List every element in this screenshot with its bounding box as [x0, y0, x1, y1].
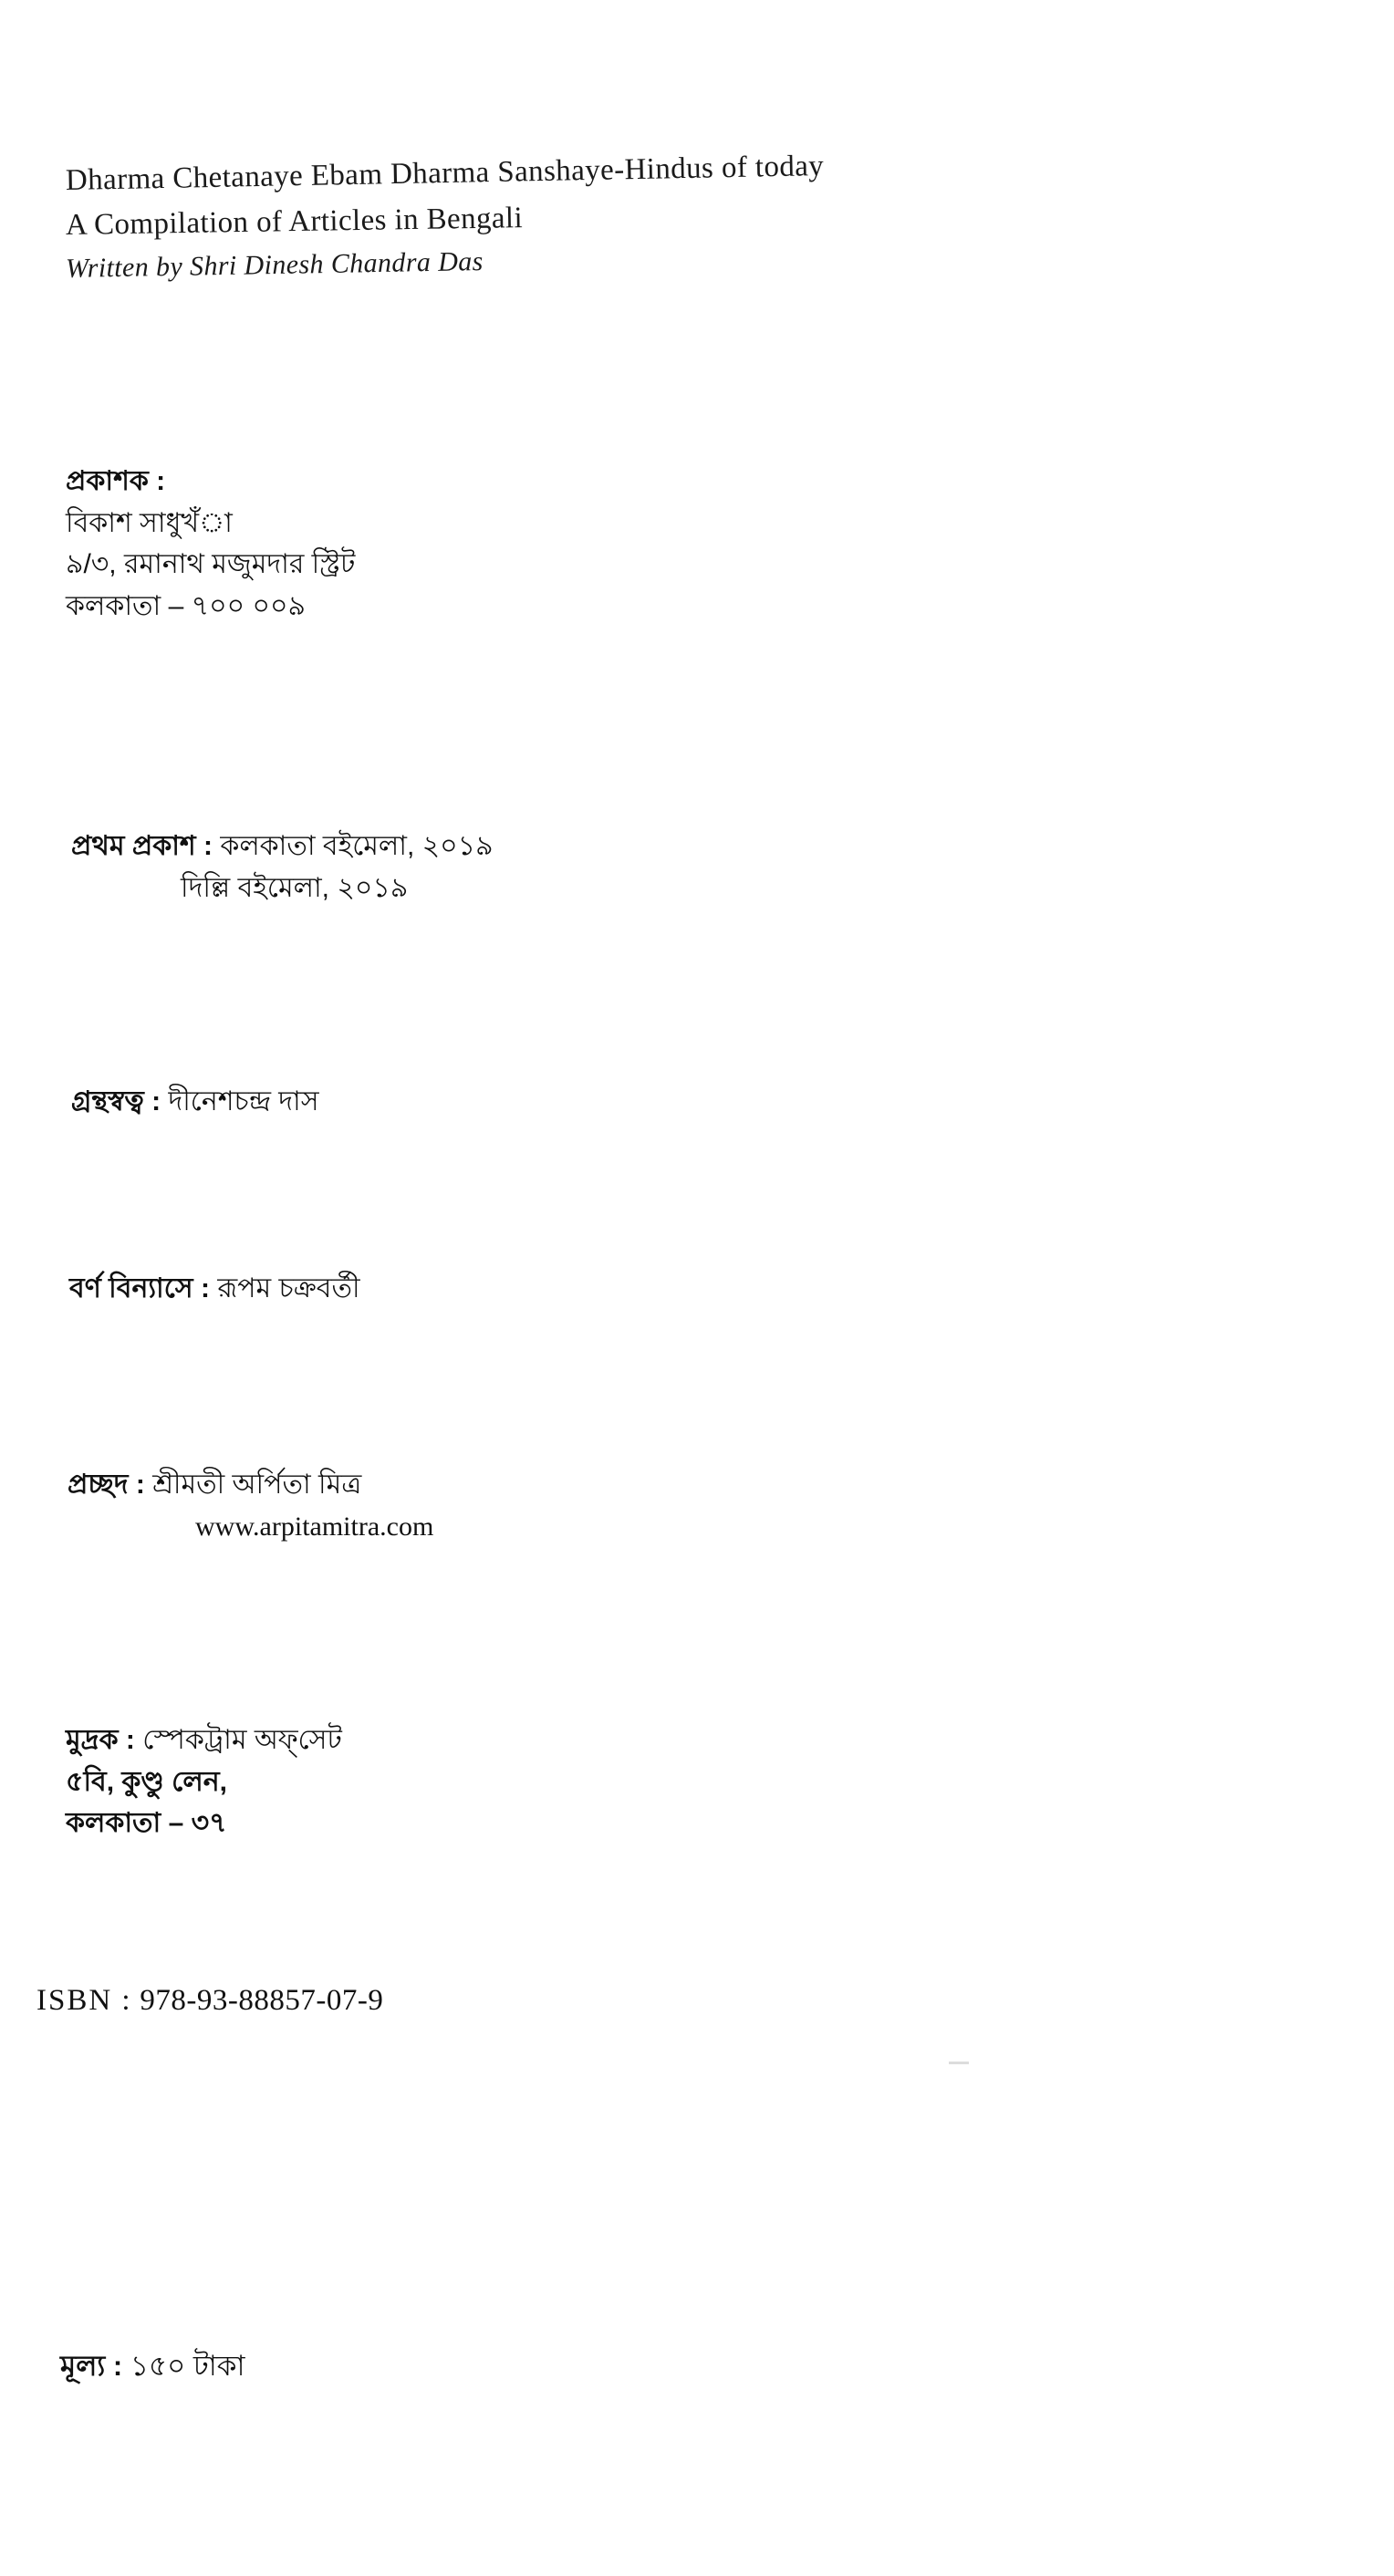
composition-value: রূপম চক্রবর্তী [217, 1273, 360, 1304]
english-author-line: Written by Shri Dinesh Chandra Das [65, 246, 484, 284]
composition-block [69, 1268, 360, 1310]
composition-line [69, 1268, 360, 1310]
cover-artist-website[interactable]: www.arpitamitra.com [195, 1511, 434, 1542]
english-header-block [65, 150, 1270, 285]
first-publication-line [71, 826, 494, 867]
page-smudge-mark [949, 2062, 969, 2064]
printer-address-line-1: ৫বি, কুণ্ডু লেন, [66, 1766, 227, 1797]
copyright-block [71, 1081, 319, 1123]
price-block [60, 2344, 244, 2387]
printer-line [66, 1719, 342, 1761]
publisher-address-line-1: ৯/৩, রমানাথ মজুমদার স্ট্রিট [66, 549, 356, 580]
publisher-label: প্রকাশক : [66, 466, 166, 496]
publisher-name: বিকাশ সাধুখঁা [66, 507, 233, 538]
first-publication-label: প্রথম প্রকাশ : [71, 831, 213, 861]
copyright-label: গ্রন্থস্বত্ব : [71, 1086, 161, 1117]
cover-line [68, 1464, 433, 1506]
printer-block [66, 1719, 342, 1844]
english-subtitle-line: A Compilation of Articles in Bengali [65, 202, 524, 242]
price-value: ১৫০ টাকা [130, 2350, 245, 2382]
composition-label: বর্ণ বিন্যাসে : [69, 1273, 210, 1304]
publisher-address-line-2: কলকাতা – ৭০০ ০০৯ [66, 590, 306, 621]
isbn-value: 978-93-88857-07-9 [140, 1984, 384, 2017]
price-line [60, 2344, 244, 2387]
cover-value: শ্রীমতী অর্পিতা মিত্র [152, 1470, 362, 1500]
price-label: মূল্য : [60, 2350, 123, 2382]
english-title-line: Dharma Chetanaye Ebam Dharma Sanshaye-Hindus of today [65, 150, 825, 197]
cover-label: প্রচ্ছদ : [68, 1470, 145, 1500]
printer-label: মুদ্রক : [66, 1725, 135, 1755]
isbn-block [36, 1984, 383, 2018]
cover-block [68, 1464, 433, 1542]
copyright-line [71, 1081, 319, 1123]
publisher-block [66, 461, 355, 627]
first-publication-block [71, 826, 494, 909]
copyright-value: দীনেশচন্দ্র দাস [168, 1086, 319, 1117]
first-publication-value: কলকাতা বইমেলা, ২০১৯ [220, 831, 494, 861]
isbn-label: ISBN : [36, 1984, 132, 2017]
first-publication-second-line: দিল্লি বইমেলা, ২০১৯ [181, 872, 409, 903]
printer-value: স্পেকট্রাম অফ্‌সেট [142, 1725, 342, 1755]
printer-address-line-2: কলকাতা – ৩৭ [66, 1808, 227, 1839]
